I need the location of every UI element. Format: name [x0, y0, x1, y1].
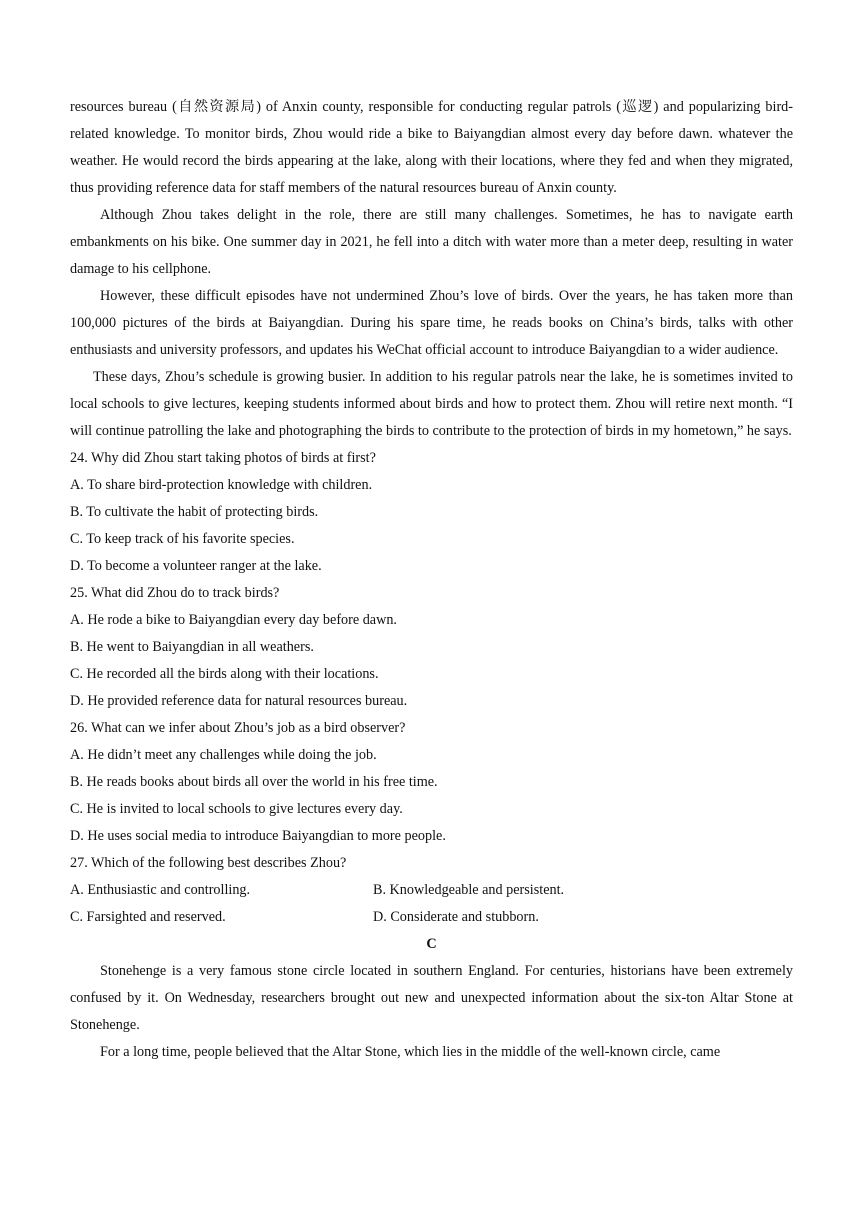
option-c: C. He recorded all the birds along with their locations.: [70, 666, 379, 682]
question-26: [70, 715, 793, 850]
option-c: C. Farsighted and reserved.: [70, 909, 226, 925]
option-c: C. He is invited to local schools to give lectures every day.: [70, 801, 403, 817]
question-24: [70, 445, 793, 580]
option-b: B. He reads books about birds all over the world in his free time.: [70, 774, 438, 790]
question-stem: 27. Which of the following best describes Zhou?: [70, 855, 347, 871]
paragraph-love-of-birds: However, these difficult episodes have not undermined Zhou’s love of birds. Over the years, he has taken more than 100,000 pictures of the birds at Baiyangdian. During his spare time, he reads books on China’s birds, talks with other enthusiasts and university professors, and updates his WeChat official account to introduce Baiyangdian to a wider audience.: [70, 288, 793, 358]
option-a: A. He rode a bike to Baiyangdian every day before dawn.: [70, 612, 397, 628]
options-row-cd: [70, 904, 793, 931]
question-27: [70, 850, 793, 931]
paragraph-challenges: Although Zhou takes delight in the role, there are still many challenges. Sometimes, he has to navigate earth embankments on his bike. One summer day in 2021, he fell into a ditch with water more than a meter deep, resulting in water damage to his cellphone.: [70, 207, 793, 277]
paragraph-altar-stone: For a long time, people believed that the Altar Stone, which lies in the middle of the well-known circle, came: [100, 1044, 721, 1060]
option-b: B. Knowledgeable and persistent.: [373, 882, 565, 898]
question-25: [70, 580, 793, 715]
option-c: C. To keep track of his favorite species.: [70, 531, 295, 547]
option-b: B. To cultivate the habit of protecting birds.: [70, 504, 319, 520]
option-d: D. To become a volunteer ranger at the lake.: [70, 558, 322, 574]
document-page: [70, 94, 793, 1066]
paragraph-schedule: These days, Zhou’s schedule is growing busier. In addition to his regular patrols near the lake, he is sometimes invited to local schools to give lectures, keeping students informed about birds and how to protect them. Zhou will retire next month. “I will continue patrolling the lake and photographing the birds to contribute to the protection of birds in my hometown,” he says.: [70, 369, 793, 439]
section-c-title: C: [426, 936, 437, 952]
option-a: A. Enthusiastic and controlling.: [70, 882, 251, 898]
question-stem: 24. Why did Zhou start taking photos of birds at first?: [70, 450, 376, 466]
question-stem: 25. What did Zhou do to track birds?: [70, 585, 280, 601]
option-d: D. He provided reference data for natural resources bureau.: [70, 693, 408, 709]
option-b: B. He went to Baiyangdian in all weathers.: [70, 639, 314, 655]
paragraph-stonehenge: Stonehenge is a very famous stone circle located in southern England. For centuries, historians have been extremely confused by it. On Wednesday, researchers brought out new and unexpected information about the six-ton Altar Stone at Stonehenge.: [70, 963, 793, 1033]
paragraph-bureau: resources bureau (自然资源局) of Anxin county, responsible for conducting regular patrols (巡逻) and popularizing bird-related knowledge. To monitor birds, Zhou would ride a bike to Baiyangdian almost every day before dawn. whatever the weather. He would record the birds appearing at the lake, along with their locations, where they fed and when they migrated, thus providing reference data for staff members of the natural resources bureau of Anxin county.: [70, 99, 793, 196]
option-a: A. To share bird-protection knowledge with children.: [70, 477, 373, 493]
question-stem: 26. What can we infer about Zhou’s job as a bird observer?: [70, 720, 406, 736]
option-d: D. He uses social media to introduce Baiyangdian to more people.: [70, 828, 446, 844]
option-d: D. Considerate and stubborn.: [373, 909, 539, 925]
options-row-ab: [70, 877, 793, 904]
option-a: A. He didn’t meet any challenges while doing the job.: [70, 747, 377, 763]
